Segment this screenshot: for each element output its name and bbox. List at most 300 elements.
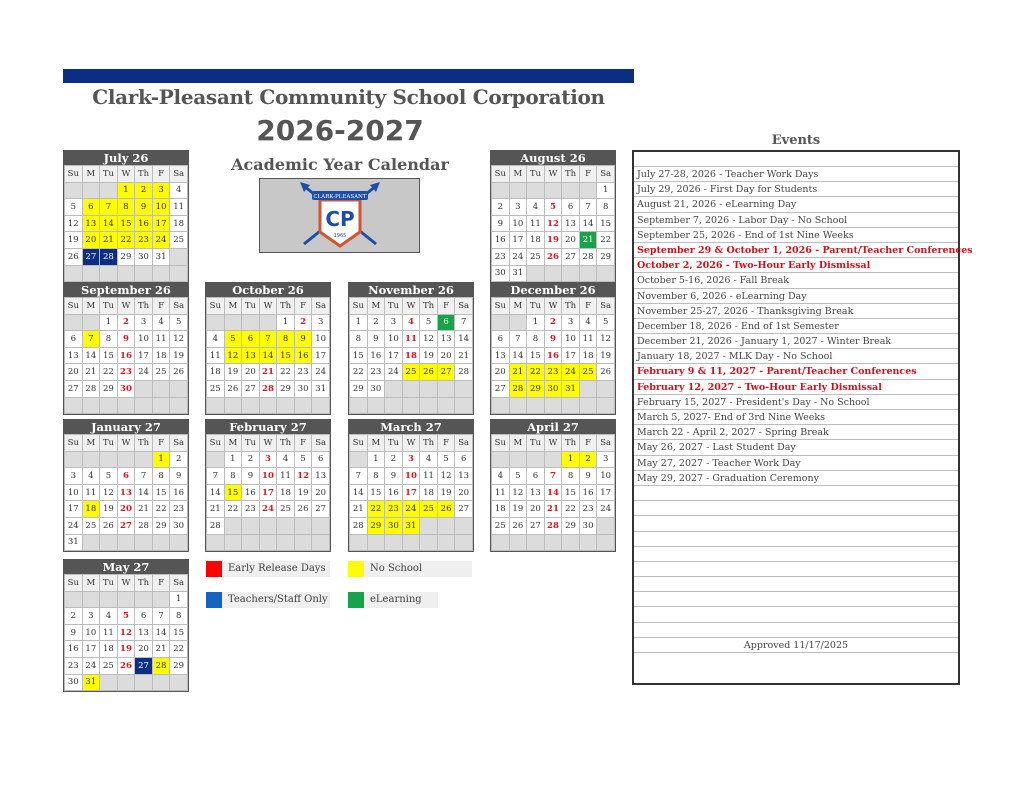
day-cell: 9	[170, 468, 188, 485]
day-cell: 8	[367, 468, 385, 485]
day-cell: 5	[509, 468, 527, 485]
day-cell: 29	[100, 380, 118, 397]
day-cell: 19	[294, 484, 312, 501]
day-cell: 17	[385, 347, 403, 364]
empty-cell	[152, 674, 170, 691]
day-cell: 6	[117, 468, 135, 485]
event-item: May 29, 2027 - Graduation Ceremony	[634, 471, 958, 486]
event-item: February 9 & 11, 2027 - Parent/Teacher Conferences	[634, 364, 958, 379]
day-of-week-header: M	[509, 435, 527, 452]
day-cell: 29	[527, 380, 545, 397]
day-cell: 9	[117, 331, 135, 348]
day-cell: 6	[455, 451, 473, 468]
day-cell: 5	[544, 199, 562, 216]
day-cell: 25	[170, 232, 188, 249]
empty-cell	[259, 314, 277, 331]
day-of-week-header: Su	[492, 298, 510, 315]
day-cell: 7	[82, 331, 100, 348]
day-cell: 6	[527, 468, 545, 485]
day-of-week-header: Th	[135, 298, 153, 315]
event-row-blank	[634, 547, 958, 562]
day-cell: 8	[100, 331, 118, 348]
day-cell: 13	[135, 624, 153, 641]
day-cell: 1	[152, 451, 170, 468]
day-cell: 13	[562, 215, 580, 232]
day-cell: 7	[100, 199, 118, 216]
empty-cell	[527, 397, 545, 414]
day-cell: 7	[350, 468, 368, 485]
event-item: December 18, 2026 - End of 1st Semester	[634, 319, 958, 334]
day-cell: 5	[117, 608, 135, 625]
empty-cell	[420, 380, 438, 397]
day-cell: 29	[350, 380, 368, 397]
day-of-week-header: Su	[350, 298, 368, 315]
day-cell: 25	[420, 501, 438, 518]
empty-cell	[367, 397, 385, 414]
day-of-week-header: M	[82, 298, 100, 315]
day-cell: 28	[455, 364, 473, 381]
approval-date: Approved 11/17/2025	[634, 638, 958, 653]
day-cell: 21	[100, 232, 118, 249]
day-cell: 28	[100, 248, 118, 265]
day-cell: 13	[65, 347, 83, 364]
day-cell: 2	[492, 199, 510, 216]
day-cell: 5	[597, 314, 615, 331]
day-cell: 28	[544, 517, 562, 534]
empty-cell	[82, 314, 100, 331]
day-cell: 30	[385, 517, 403, 534]
day-of-week-header: Th	[135, 575, 153, 592]
day-of-week-header: Su	[207, 298, 225, 315]
day-cell: 23	[367, 364, 385, 381]
day-cell: 24	[135, 364, 153, 381]
day-of-week-header: Sa	[597, 298, 615, 315]
legend-elearning: eLearning	[348, 592, 438, 608]
empty-cell	[277, 517, 295, 534]
day-cell: 20	[65, 364, 83, 381]
day-cell: 22	[597, 232, 615, 249]
day-cell: 29	[367, 517, 385, 534]
empty-cell	[135, 380, 153, 397]
day-of-week-header: W	[259, 298, 277, 315]
day-of-week-header: Sa	[170, 435, 188, 452]
day-cell: 12	[509, 484, 527, 501]
empty-cell	[117, 265, 135, 282]
empty-cell	[152, 397, 170, 414]
day-cell: 13	[82, 215, 100, 232]
day-cell: 24	[312, 364, 330, 381]
day-cell: 28	[207, 517, 225, 534]
day-cell: 24	[152, 232, 170, 249]
empty-cell	[544, 534, 562, 551]
month-march-2027	[348, 419, 474, 552]
day-cell: 17	[597, 484, 615, 501]
event-item: September 7, 2026 - Labor Day - No School	[634, 213, 958, 228]
day-cell: 10	[312, 331, 330, 348]
day-cell: 11	[82, 484, 100, 501]
day-cell: 30	[135, 248, 153, 265]
day-cell: 24	[259, 501, 277, 518]
empty-cell	[82, 265, 100, 282]
empty-cell	[312, 534, 330, 551]
day-cell: 4	[492, 468, 510, 485]
day-of-week-header: Sa	[170, 166, 188, 183]
empty-cell	[100, 182, 118, 199]
day-cell: 6	[562, 199, 580, 216]
month-header: February 27	[206, 420, 330, 434]
day-cell: 14	[259, 347, 277, 364]
month-header: January 27	[64, 420, 188, 434]
day-of-week-header: W	[117, 435, 135, 452]
empty-cell	[455, 517, 473, 534]
day-cell: 2	[367, 314, 385, 331]
day-cell: 16	[242, 484, 260, 501]
day-cell: 7	[207, 468, 225, 485]
day-of-week-header: Sa	[312, 435, 330, 452]
empty-cell	[455, 397, 473, 414]
day-cell: 22	[117, 232, 135, 249]
day-cell: 22	[224, 501, 242, 518]
day-cell: 2	[385, 451, 403, 468]
crest-icon	[298, 182, 382, 252]
empty-cell	[544, 182, 562, 199]
day-of-week-header: M	[82, 166, 100, 183]
day-cell: 9	[135, 199, 153, 216]
empty-cell	[117, 451, 135, 468]
day-cell: 14	[82, 347, 100, 364]
day-of-week-header: F	[579, 166, 597, 183]
month-header: December 26	[491, 283, 615, 297]
day-cell: 29	[117, 248, 135, 265]
day-cell: 22	[277, 364, 295, 381]
day-of-week-header: Sa	[312, 298, 330, 315]
month-november-2026	[348, 282, 474, 415]
event-row-blank	[634, 623, 958, 638]
day-cell: 11	[207, 347, 225, 364]
empty-cell	[65, 265, 83, 282]
day-cell: 22	[367, 501, 385, 518]
day-of-week-header: F	[437, 435, 455, 452]
day-of-week-header: W	[259, 435, 277, 452]
school-logo	[259, 178, 420, 253]
day-cell: 12	[170, 331, 188, 348]
empty-cell	[152, 534, 170, 551]
day-cell: 27	[312, 501, 330, 518]
day-cell: 26	[597, 364, 615, 381]
day-cell: 2	[579, 451, 597, 468]
day-cell: 9	[579, 468, 597, 485]
day-cell: 18	[152, 347, 170, 364]
day-cell: 12	[294, 468, 312, 485]
day-cell: 17	[135, 347, 153, 364]
day-cell: 4	[207, 331, 225, 348]
day-cell: 29	[562, 517, 580, 534]
day-cell: 20	[82, 232, 100, 249]
day-cell: 19	[100, 501, 118, 518]
day-cell: 19	[509, 501, 527, 518]
day-cell: 9	[385, 468, 403, 485]
day-cell: 6	[82, 199, 100, 216]
day-cell: 4	[277, 451, 295, 468]
day-of-week-header: Tu	[527, 166, 545, 183]
empty-cell	[100, 534, 118, 551]
day-cell: 10	[562, 331, 580, 348]
elearning-swatch-icon	[348, 592, 364, 608]
empty-cell	[527, 265, 545, 282]
day-cell: 12	[597, 331, 615, 348]
day-cell: 7	[509, 331, 527, 348]
day-cell: 28	[579, 248, 597, 265]
day-cell: 25	[527, 248, 545, 265]
day-of-week-header: Tu	[100, 298, 118, 315]
day-cell: 14	[152, 624, 170, 641]
day-cell: 14	[544, 484, 562, 501]
day-of-week-header: Sa	[455, 298, 473, 315]
day-cell: 12	[437, 468, 455, 485]
day-cell: 1	[367, 451, 385, 468]
empty-cell	[350, 534, 368, 551]
day-cell: 9	[65, 624, 83, 641]
day-cell: 14	[135, 484, 153, 501]
day-cell: 11	[152, 331, 170, 348]
day-of-week-header: Tu	[242, 298, 260, 315]
empty-cell	[82, 534, 100, 551]
day-cell: 28	[350, 517, 368, 534]
day-of-week-header: Th	[562, 435, 580, 452]
legend-early-release: Early Release Days	[206, 561, 330, 577]
empty-cell	[82, 182, 100, 199]
day-cell: 21	[455, 347, 473, 364]
empty-cell	[65, 397, 83, 414]
day-cell: 26	[544, 248, 562, 265]
day-of-week-header: Th	[135, 435, 153, 452]
day-of-week-header: Su	[492, 435, 510, 452]
day-cell: 10	[135, 331, 153, 348]
empty-cell	[437, 380, 455, 397]
day-cell: 5	[65, 199, 83, 216]
day-of-week-header: Tu	[385, 435, 403, 452]
day-cell: 7	[455, 314, 473, 331]
empty-cell	[152, 380, 170, 397]
empty-cell	[402, 397, 420, 414]
event-item: July 27-28, 2026 - Teacher Work Days	[634, 167, 958, 182]
day-cell: 23	[492, 248, 510, 265]
empty-cell	[527, 534, 545, 551]
day-cell: 4	[82, 468, 100, 485]
day-cell: 10	[82, 624, 100, 641]
day-cell: 31	[152, 248, 170, 265]
day-cell: 7	[135, 468, 153, 485]
day-cell: 18	[492, 501, 510, 518]
day-cell: 3	[562, 314, 580, 331]
day-cell: 24	[509, 248, 527, 265]
day-cell: 18	[420, 484, 438, 501]
empty-cell	[455, 380, 473, 397]
day-cell: 25	[277, 501, 295, 518]
empty-cell	[509, 534, 527, 551]
empty-cell	[492, 397, 510, 414]
day-of-week-header: F	[152, 166, 170, 183]
empty-cell	[350, 451, 368, 468]
day-of-week-header: F	[152, 435, 170, 452]
empty-cell	[242, 534, 260, 551]
day-cell: 24	[597, 501, 615, 518]
month-header: November 26	[349, 283, 473, 297]
day-cell: 25	[402, 364, 420, 381]
day-of-week-header: Tu	[242, 435, 260, 452]
day-cell: 7	[544, 468, 562, 485]
empty-cell	[117, 591, 135, 608]
month-july-2026	[63, 150, 189, 283]
day-cell: 23	[170, 501, 188, 518]
day-cell: 26	[100, 517, 118, 534]
day-cell: 2	[135, 182, 153, 199]
day-cell: 12	[544, 215, 562, 232]
day-of-week-header: Tu	[100, 435, 118, 452]
day-cell: 16	[294, 347, 312, 364]
day-cell: 16	[492, 232, 510, 249]
day-cell: 4	[152, 314, 170, 331]
day-cell: 20	[242, 364, 260, 381]
day-cell: 2	[65, 608, 83, 625]
day-cell: 14	[509, 347, 527, 364]
day-cell: 3	[312, 314, 330, 331]
day-cell: 1	[527, 314, 545, 331]
day-of-week-header: Su	[65, 166, 83, 183]
day-of-week-header: Tu	[527, 435, 545, 452]
day-of-week-header: Su	[65, 298, 83, 315]
day-cell: 2	[117, 314, 135, 331]
day-cell: 20	[527, 501, 545, 518]
day-cell: 16	[385, 484, 403, 501]
day-of-week-header: W	[117, 575, 135, 592]
day-cell: 13	[492, 347, 510, 364]
empty-cell	[170, 265, 188, 282]
empty-cell	[437, 517, 455, 534]
empty-cell	[597, 380, 615, 397]
day-cell: 15	[117, 215, 135, 232]
day-cell: 31	[82, 674, 100, 691]
day-cell: 30	[294, 380, 312, 397]
day-of-week-header: W	[117, 298, 135, 315]
svg-text:1965: 1965	[333, 233, 347, 239]
empty-cell	[312, 397, 330, 414]
empty-cell	[277, 397, 295, 414]
day-cell: 30	[579, 517, 597, 534]
day-cell: 2	[242, 451, 260, 468]
day-cell: 10	[509, 215, 527, 232]
day-of-week-header: Sa	[170, 298, 188, 315]
day-cell: 30	[117, 380, 135, 397]
event-item: March 22 - April 2, 2027 - Spring Break	[634, 425, 958, 440]
month-august-2026	[490, 150, 616, 283]
empty-cell	[152, 265, 170, 282]
header-bar	[63, 69, 634, 83]
day-cell: 28	[509, 380, 527, 397]
day-cell: 30	[65, 674, 83, 691]
event-item: September 29 & October 1, 2026 - Parent/Teacher Conferences	[634, 243, 958, 258]
empty-cell	[259, 534, 277, 551]
day-of-week-header: F	[437, 298, 455, 315]
day-cell: 16	[65, 641, 83, 658]
day-cell: 24	[82, 657, 100, 674]
event-row-blank	[634, 562, 958, 577]
day-cell: 8	[527, 331, 545, 348]
empty-cell	[65, 451, 83, 468]
month-header: July 26	[64, 151, 188, 165]
event-item: November 6, 2026 - eLearning Day	[634, 289, 958, 304]
day-cell: 26	[224, 380, 242, 397]
day-cell: 26	[437, 501, 455, 518]
empty-cell	[82, 591, 100, 608]
day-cell: 20	[135, 641, 153, 658]
day-cell: 23	[544, 364, 562, 381]
day-of-week-header: Th	[562, 298, 580, 315]
day-cell: 17	[402, 484, 420, 501]
day-cell: 27	[527, 517, 545, 534]
day-cell: 8	[117, 199, 135, 216]
empty-cell	[597, 534, 615, 551]
day-cell: 19	[437, 484, 455, 501]
empty-cell	[242, 517, 260, 534]
day-cell: 28	[135, 517, 153, 534]
day-cell: 17	[65, 501, 83, 518]
month-october-2026	[205, 282, 331, 415]
day-cell: 2	[170, 451, 188, 468]
day-cell: 6	[135, 608, 153, 625]
day-of-week-header: Th	[277, 435, 295, 452]
day-of-week-header: Th	[277, 298, 295, 315]
empty-cell	[597, 265, 615, 282]
day-of-week-header: M	[224, 298, 242, 315]
day-cell: 25	[579, 364, 597, 381]
day-cell: 22	[527, 364, 545, 381]
month-header: March 27	[349, 420, 473, 434]
day-cell: 15	[100, 347, 118, 364]
day-cell: 21	[544, 501, 562, 518]
day-of-week-header: W	[117, 166, 135, 183]
day-cell: 13	[312, 468, 330, 485]
day-cell: 10	[65, 484, 83, 501]
day-cell: 25	[100, 657, 118, 674]
day-cell: 27	[562, 248, 580, 265]
day-cell: 30	[367, 380, 385, 397]
day-cell: 29	[597, 248, 615, 265]
empty-cell	[367, 534, 385, 551]
day-cell: 15	[350, 347, 368, 364]
empty-cell	[544, 451, 562, 468]
day-cell: 27	[135, 657, 153, 674]
day-cell: 27	[117, 517, 135, 534]
day-cell: 28	[82, 380, 100, 397]
day-cell: 18	[82, 501, 100, 518]
empty-cell	[82, 397, 100, 414]
day-cell: 9	[492, 215, 510, 232]
empty-cell	[207, 451, 225, 468]
day-cell: 29	[170, 657, 188, 674]
day-cell: 4	[402, 314, 420, 331]
day-cell: 30	[544, 380, 562, 397]
event-item: May 26, 2027 - Last Student Day	[634, 440, 958, 455]
empty-cell	[597, 517, 615, 534]
day-cell: 10	[385, 331, 403, 348]
event-item: August 21, 2026 - eLearning Day	[634, 197, 958, 212]
day-cell: 28	[259, 380, 277, 397]
empty-cell	[135, 534, 153, 551]
day-cell: 26	[509, 517, 527, 534]
day-of-week-header: F	[152, 575, 170, 592]
empty-cell	[100, 451, 118, 468]
